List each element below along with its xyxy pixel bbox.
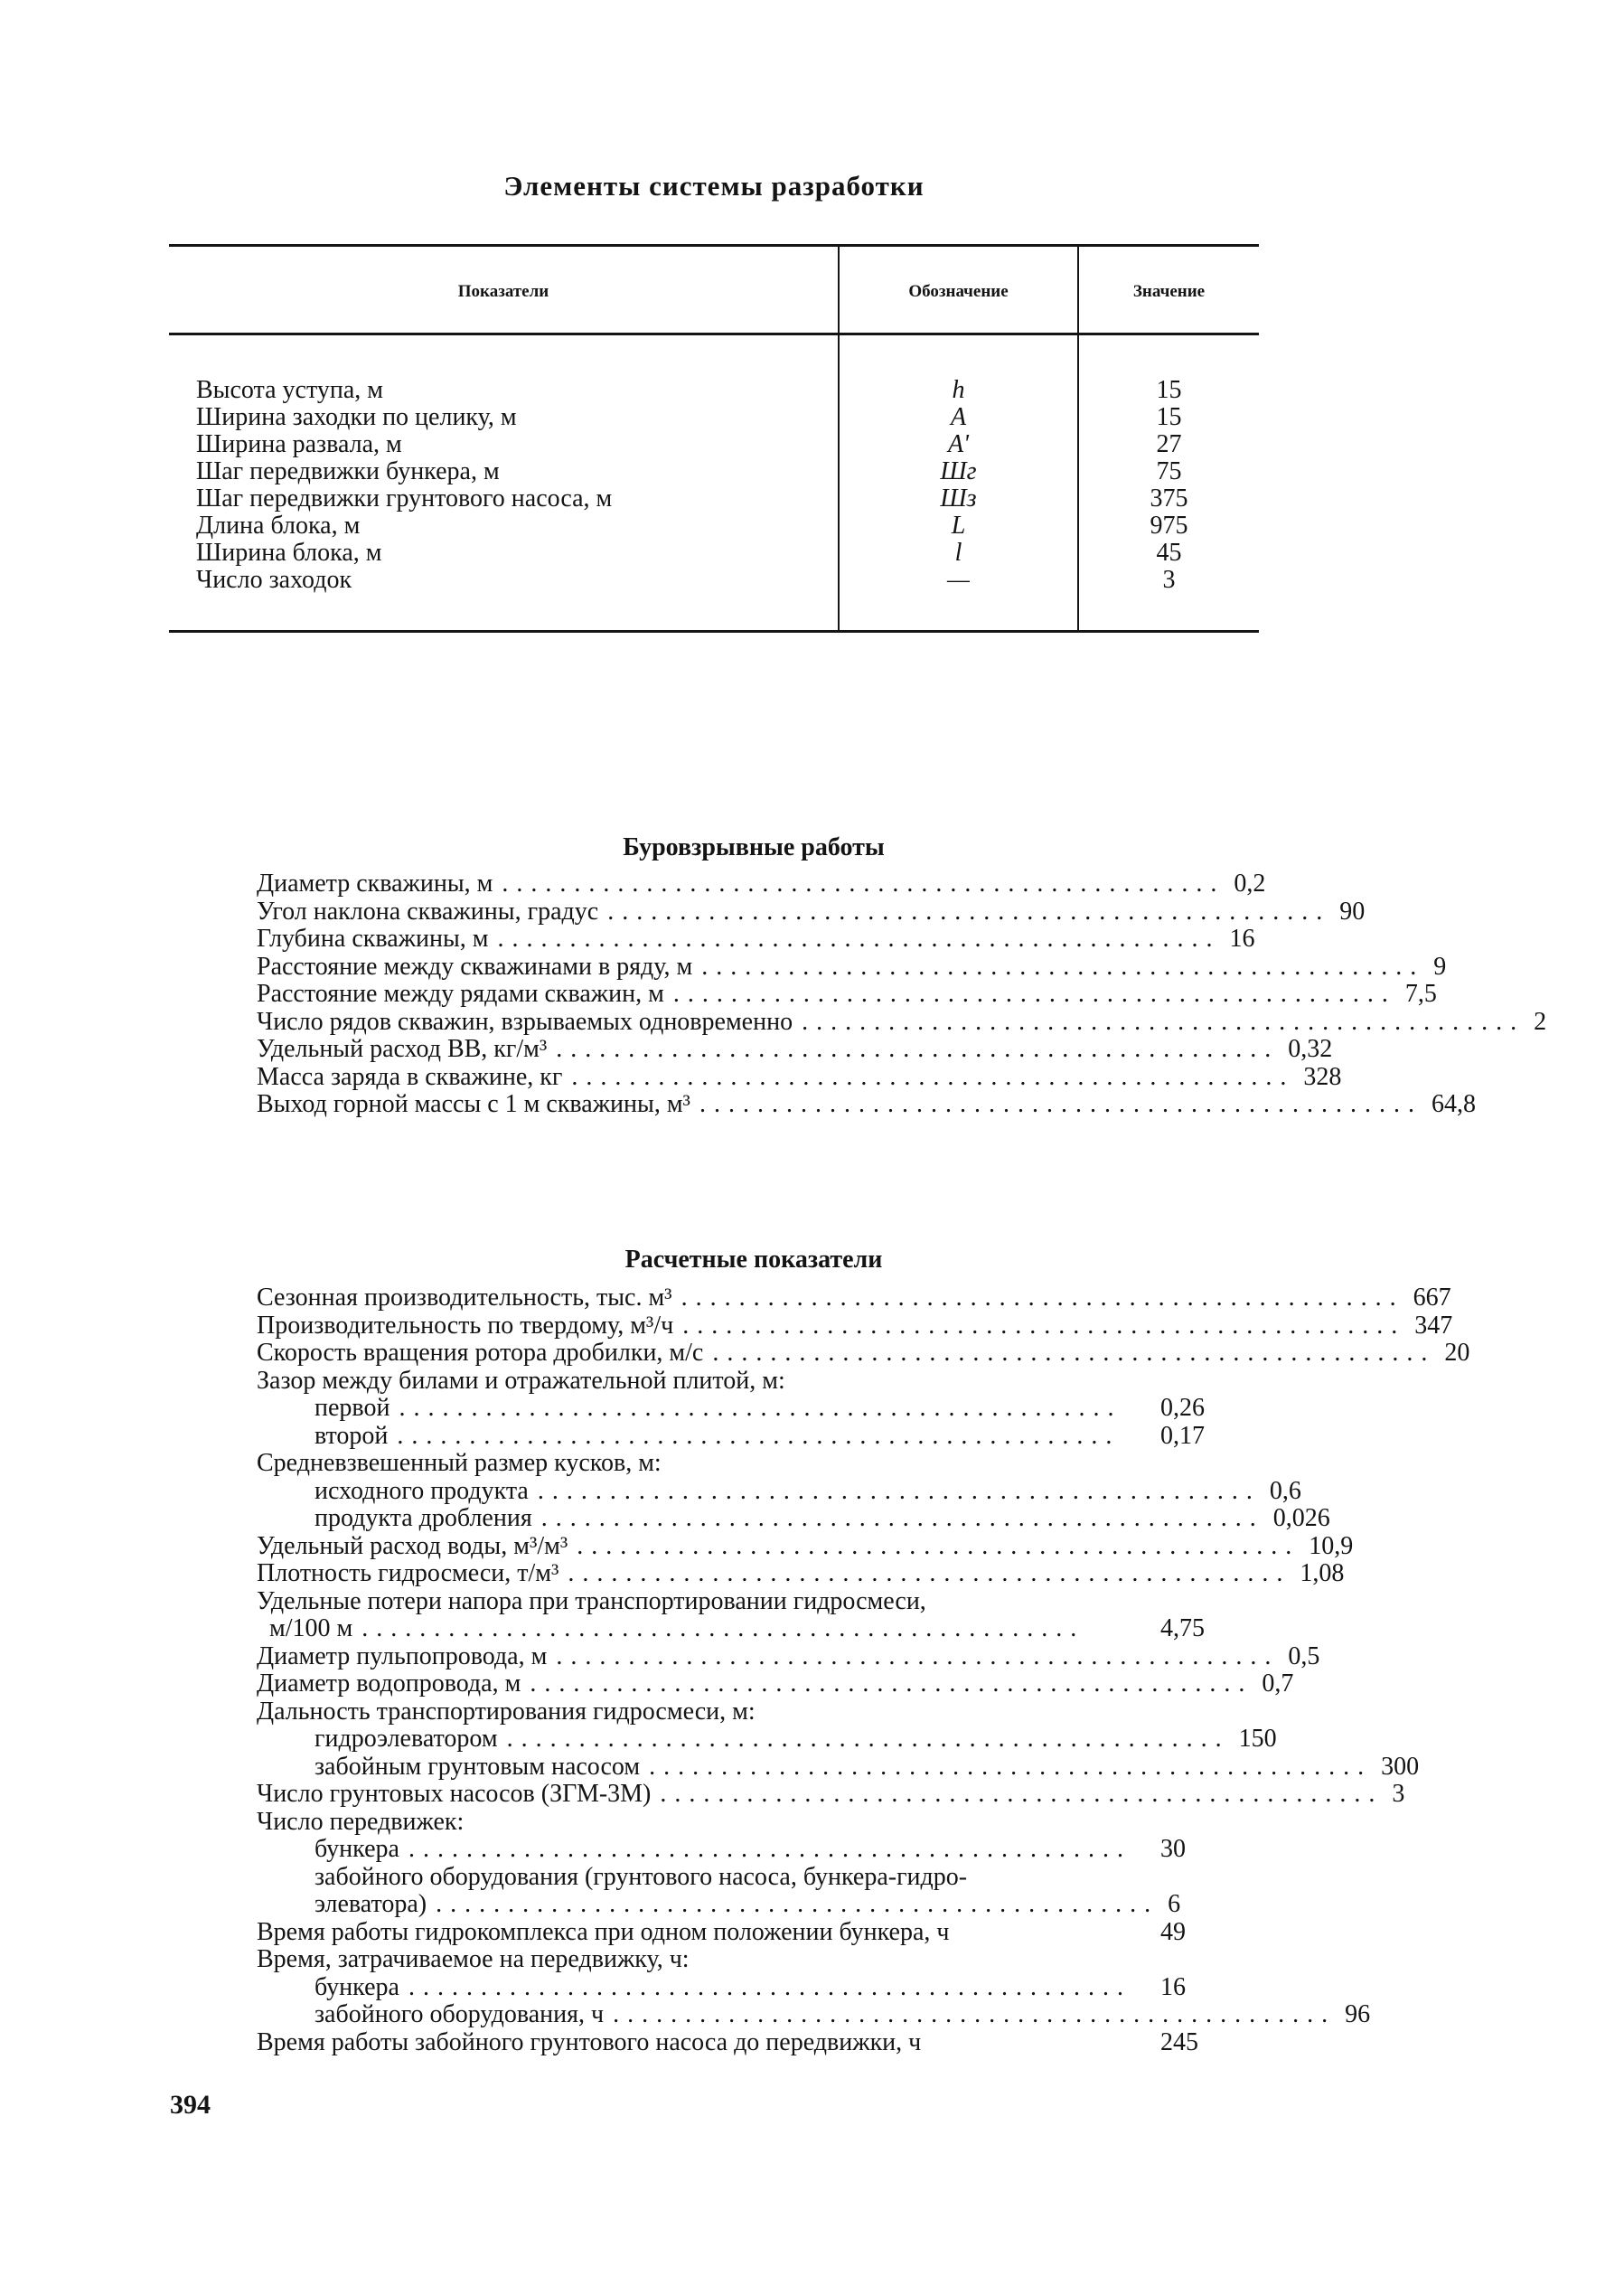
dot-leader: .................................................. [712, 1339, 1436, 1367]
item-label: забойным грунтовым насосом [314, 1752, 641, 1781]
table-header-rule [169, 333, 1259, 335]
row-value: 45 [1156, 539, 1182, 567]
list-item [257, 1891, 1251, 1919]
item-label: Диаметр водопровода, м [257, 1670, 521, 1698]
list-item [257, 1559, 1345, 1588]
dot-leader: .................................................. [660, 1780, 1384, 1808]
list-item [257, 1423, 1251, 1451]
row-label: Шаг передвижки грунтового насоса, м [196, 484, 613, 513]
item-label: Диаметр скважины, м [257, 870, 493, 898]
item-value: 150 [1238, 1725, 1277, 1753]
table-row [169, 567, 1259, 594]
row-symbol: A' [947, 430, 970, 458]
row-label: Число заходок [196, 566, 352, 594]
item-value: 300 [1381, 1752, 1420, 1781]
table-row [169, 431, 1259, 458]
list-item [257, 952, 1447, 982]
item-label: Число рядов скважин, взрываемых одновременно [257, 1007, 793, 1036]
item-value: 667 [1413, 1284, 1451, 1312]
table-row [169, 458, 1259, 485]
item-value: 328 [1303, 1062, 1342, 1091]
dot-leader: .................................................. [613, 2000, 1337, 2028]
list-item [257, 1725, 1277, 1754]
list-item [257, 1670, 1294, 1698]
header-symbol: Обозначение [908, 282, 1009, 301]
list-item [257, 1752, 1420, 1782]
dot-leader: .................................................. [699, 1090, 1422, 1118]
item-value: 20 [1444, 1339, 1470, 1367]
item-label: Расстояние между скважинами в ряду, м [257, 952, 693, 981]
row-label: Высота уступа, м [196, 376, 383, 404]
item-label: Угол наклона скважины, градус [257, 897, 599, 926]
dot-leader: .................................................. [399, 1394, 1122, 1422]
item-label: Средневзвешенный размер кусков, м: [257, 1449, 662, 1477]
row-value: 15 [1156, 403, 1182, 431]
dot-leader: .................................................. [506, 1725, 1230, 1753]
table-row [169, 513, 1259, 540]
table-row [169, 404, 1259, 431]
item-label: Число передвижек: [257, 1807, 465, 1836]
item-label: Расстояние между рядами скважин, м [257, 980, 664, 1008]
list-item [257, 1035, 1333, 1064]
item-value: 4,75 [1160, 1614, 1205, 1642]
item-value: 16 [1229, 925, 1255, 953]
item-label: Выход горной массы с 1 м скважины, м³ [257, 1090, 690, 1118]
header-indicator: Показатели [457, 282, 549, 301]
row-label: Длина блока, м [196, 512, 361, 540]
dot-leader: .................................................. [361, 1614, 1085, 1642]
table-row [169, 485, 1259, 513]
item-label: Удельные потери напора при транспортировании гидросмеси, [257, 1586, 926, 1615]
list-item [257, 1090, 1476, 1119]
row-value: 375 [1150, 484, 1188, 513]
item-value: 0,17 [1160, 1421, 1205, 1450]
table-top-rule [169, 244, 1259, 247]
list-heading [257, 1698, 1251, 1726]
item-value: 0,026 [1272, 1504, 1330, 1532]
list-item [257, 1531, 1354, 1561]
dot-leader: .................................................. [530, 1670, 1253, 1698]
item-value: 9 [1433, 952, 1447, 981]
dot-leader: .................................................. [408, 1972, 1131, 2001]
list-item [257, 1062, 1342, 1092]
list-item [257, 1476, 1301, 1506]
item-label: Время работы гидрокомплекса при одном положении бункера, ч [257, 1917, 950, 1946]
dot-leader: .................................................. [568, 1559, 1291, 1587]
dot-leader: .................................................. [408, 1835, 1131, 1863]
dot-leader: .................................................. [497, 925, 1221, 953]
item-label: исходного продукта [314, 1476, 529, 1505]
list-item [257, 1504, 1330, 1533]
item-value: 6 [1168, 1890, 1181, 1918]
list-item [257, 897, 1366, 926]
item-value: 0,26 [1160, 1394, 1205, 1422]
item-label: м/100 м [269, 1614, 353, 1642]
item-value: 30 [1160, 1835, 1186, 1863]
list-item [257, 870, 1266, 898]
item-label: Число грунтовых насосов (ЗГМ-3М) [257, 1780, 652, 1808]
development-elements-table [169, 244, 1259, 633]
list-heading [257, 1946, 1251, 1974]
row-symbol: Шг [940, 457, 977, 485]
item-label: Производительность по твердому, м³/ч [257, 1311, 674, 1340]
table-row [169, 540, 1259, 567]
dot-leader: .................................................. [556, 1035, 1280, 1063]
dot-leader: .................................................. [537, 1476, 1261, 1505]
row-value: 975 [1150, 512, 1188, 540]
list-item [257, 1007, 1547, 1037]
list-heading [257, 1809, 1251, 1837]
list-heading [257, 1368, 1251, 1396]
item-value: 0,2 [1234, 870, 1266, 898]
item-label: элеватора) [314, 1890, 427, 1918]
item-value: 2 [1534, 1007, 1547, 1036]
list-item [257, 1339, 1470, 1368]
row-label: Ширина заходки по целику, м [196, 403, 517, 431]
row-symbol: — [947, 566, 970, 594]
dot-leader: .................................................. [701, 952, 1425, 981]
item-label: гидроэлеватором [314, 1725, 498, 1753]
item-label: Масса заряда в скважине, кг [257, 1062, 563, 1091]
item-label: первой [314, 1394, 390, 1422]
row-symbol: Шз [940, 484, 977, 513]
row-label: Ширина блока, м [196, 539, 382, 567]
drilling-section-title: Буровзрывные работы [623, 833, 885, 861]
dot-leader: .................................................. [540, 1504, 1264, 1532]
item-value: 0,5 [1288, 1641, 1320, 1670]
item-value: 245 [1160, 2027, 1198, 2056]
list-heading [257, 1864, 1251, 1892]
item-value: 7,5 [1404, 980, 1437, 1008]
item-value: 64,8 [1431, 1090, 1476, 1118]
list-heading [257, 1588, 1251, 1616]
dot-leader: .................................................. [556, 1641, 1280, 1670]
item-label: забойного оборудования, ч [314, 2000, 605, 2028]
row-value: 27 [1156, 430, 1182, 458]
item-value: 0,6 [1269, 1476, 1301, 1505]
table-row [169, 377, 1259, 404]
dot-leader: .................................................. [682, 1311, 1406, 1340]
list-item [257, 1836, 1251, 1864]
item-label: Зазор между билами и отражательной плитой, м: [257, 1366, 785, 1395]
dot-leader: .................................................. [502, 870, 1225, 898]
item-label: Удельный расход воды, м³/м³ [257, 1531, 568, 1560]
row-label: Шаг передвижки бункера, м [196, 457, 500, 485]
item-value: 10,9 [1309, 1531, 1354, 1560]
dot-leader: .................................................. [649, 1752, 1373, 1781]
calc-list [257, 1284, 1470, 2056]
item-label: забойного оборудования (грунтового насоса, бункера-гидро- [314, 1862, 968, 1891]
dot-leader: .................................................. [607, 897, 1331, 926]
item-label: Скорость вращения ротора дробилки, м/с [257, 1339, 704, 1367]
dot-leader: .................................................. [577, 1531, 1300, 1560]
item-value: 16 [1160, 1972, 1186, 2001]
list-item [257, 1395, 1251, 1423]
list-heading [257, 1450, 1251, 1478]
dot-leader: .................................................. [802, 1007, 1525, 1036]
row-symbol: l [954, 539, 962, 567]
row-label: Ширина развала, м [196, 430, 402, 458]
item-label: бункера [314, 1972, 399, 2001]
row-value: 3 [1162, 566, 1176, 594]
item-label: второй [314, 1421, 389, 1450]
list-item [257, 1919, 1251, 1947]
item-label: Сезонная производительность, тыс. м³ [257, 1284, 672, 1312]
item-label: бункера [314, 1835, 399, 1863]
item-value: 0,7 [1262, 1670, 1294, 1698]
item-value: 3 [1392, 1780, 1405, 1808]
table-body [169, 377, 1259, 594]
list-item [257, 1284, 1451, 1312]
item-value: 49 [1160, 1917, 1186, 1946]
item-value: 1,08 [1300, 1559, 1345, 1587]
table-title: Элементы системы разработки [503, 170, 925, 202]
row-value: 75 [1156, 457, 1182, 485]
list-item [257, 1974, 1251, 2002]
dot-leader: .................................................. [681, 1284, 1404, 1312]
row-symbol: A [950, 403, 967, 431]
list-item [257, 2000, 1371, 2029]
list-item [257, 1615, 1251, 1643]
item-label: Плотность гидросмеси, т/м³ [257, 1559, 559, 1587]
item-label: Удельный расход ВВ, кг/м³ [257, 1035, 548, 1063]
item-label: Диаметр пульпопровода, м [257, 1641, 548, 1670]
list-item [257, 1641, 1320, 1671]
item-label: Время работы забойного грунтового насоса до передвижки, ч [257, 2027, 922, 2056]
drilling-list [257, 870, 1547, 1119]
item-label: Время, затрачиваемое на передвижку, ч: [257, 1945, 690, 1973]
row-value: 15 [1156, 376, 1182, 404]
list-item [257, 925, 1255, 954]
row-symbol: L [951, 512, 966, 540]
item-label: Дальность транспортирования гидросмеси, м: [257, 1697, 756, 1726]
page-number: 394 [170, 2090, 211, 2120]
calc-section-title: Расчетные показатели [624, 1246, 883, 1274]
item-label: продукта дробления [314, 1504, 532, 1532]
item-value: 96 [1345, 2000, 1371, 2028]
row-symbol: h [952, 376, 965, 404]
table-bottom-rule [169, 630, 1259, 633]
item-label: Глубина скважины, м [257, 925, 489, 953]
list-item [257, 1311, 1453, 1340]
item-value: 0,32 [1288, 1035, 1333, 1063]
list-item [257, 1780, 1405, 1809]
item-value: 347 [1414, 1311, 1453, 1340]
list-item [257, 980, 1437, 1009]
dot-leader: .................................................. [397, 1421, 1121, 1450]
item-value: 90 [1339, 897, 1366, 926]
dot-leader: .................................................. [436, 1890, 1159, 1918]
list-item [257, 2029, 1251, 2057]
header-value: Значение [1132, 282, 1206, 301]
dot-leader: .................................................. [571, 1062, 1295, 1091]
dot-leader: .................................................. [672, 980, 1396, 1008]
